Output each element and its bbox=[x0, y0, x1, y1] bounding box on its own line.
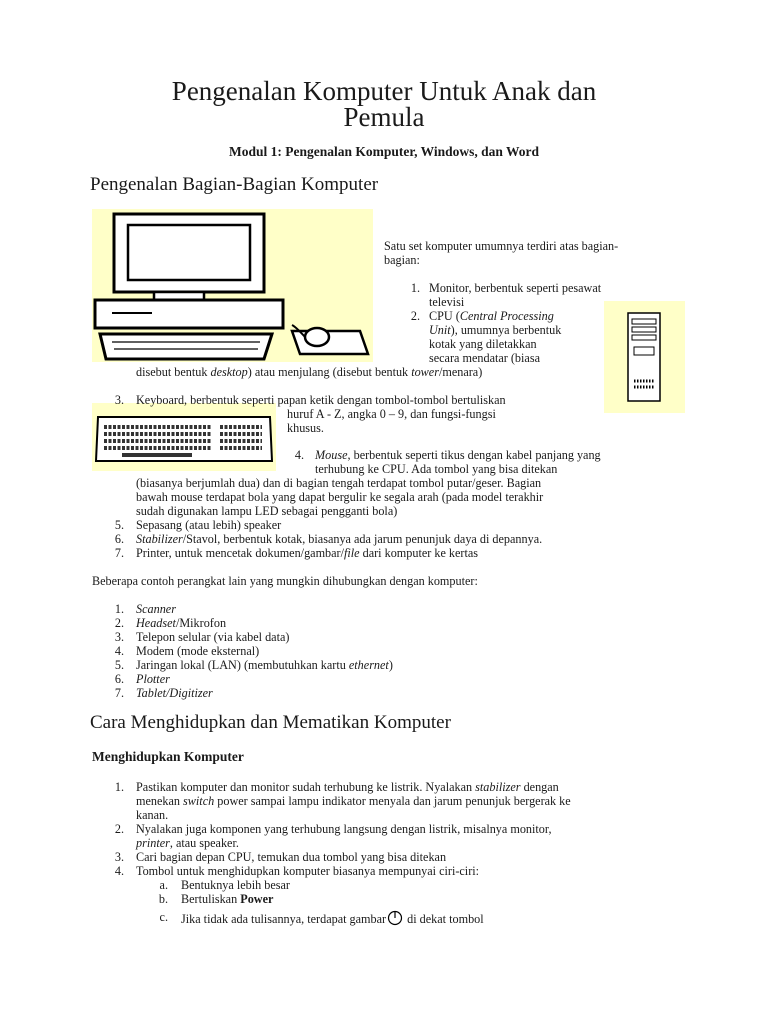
device-item-scanner: Scanner bbox=[136, 602, 176, 616]
list-number: 1. bbox=[114, 602, 124, 616]
power-icon bbox=[386, 910, 404, 926]
subsection-heading-turn-on: Menghidupkan Komputer bbox=[92, 749, 244, 764]
document-title-line2: Pemula bbox=[343, 102, 425, 132]
list-number: 4. bbox=[294, 448, 304, 462]
document-title-line1: Pengenalan Komputer Untuk Anak dan bbox=[171, 76, 597, 106]
list-number: 7. bbox=[114, 686, 124, 700]
step-item: Pastikan komputer dan monitor sudah terhubung ke listrik. Nyalakan stabilizer dengan bbox=[136, 780, 559, 794]
device-item-lan: Jaringan lokal (LAN) (membutuhkan kartu ethernet) bbox=[136, 658, 393, 672]
device-item-modem: Modem (mode eksternal) bbox=[136, 644, 260, 658]
section-heading-power: Cara Menghidupkan dan Mematikan Komputer bbox=[90, 712, 451, 733]
list-item-monitor: Monitor, berbentuk seperti pesawat bbox=[429, 281, 602, 295]
module-subtitle: Modul 1: Pengenalan Komputer, Windows, dan Word bbox=[228, 144, 540, 159]
keyboard-illustration bbox=[92, 403, 276, 471]
list-item-keyboard: Keyboard, berbentuk seperti papan ketik dengan tombol-tombol bertuliskan bbox=[136, 393, 506, 407]
desktop-computer-icon bbox=[92, 209, 373, 362]
list-number: 2. bbox=[114, 616, 124, 630]
sublist-item: Jika tidak ada tulisannya, terdapat gambar di dekat tombol bbox=[181, 912, 484, 926]
list-number: 1. bbox=[114, 780, 124, 794]
list-number: 5. bbox=[114, 658, 124, 672]
list-number: 3. bbox=[114, 850, 124, 864]
list-item-mouse: Mouse, berbentuk seperti tikus dengan kabel panjang yang bbox=[315, 448, 601, 462]
sublist-letter: c. bbox=[159, 910, 168, 924]
list-number: 2. bbox=[410, 309, 420, 323]
list-item-keyboard-cont: khusus. bbox=[287, 421, 324, 435]
sublist-letter: a. bbox=[159, 878, 168, 892]
list-number: 1. bbox=[410, 281, 420, 295]
list-item-mouse-cont: terhubung ke CPU. Ada tombol yang bisa ditekan bbox=[315, 462, 558, 476]
list-number: 7. bbox=[114, 546, 124, 560]
list-item-stabilizer: Stabilizer/Stavol, berbentuk kotak, biasanya ada jarum penunjuk daya di depannya. bbox=[136, 532, 543, 546]
list-item-cpu-cont: kotak yang diletakkan bbox=[429, 337, 537, 351]
tower-cpu-icon bbox=[604, 301, 685, 413]
device-item-headset: Headset/Mikrofon bbox=[136, 616, 227, 630]
list-item-printer: Printer, untuk mencetak dokumen/gambar/file dari komputer ke kertas bbox=[136, 546, 479, 560]
list-item-cpu-cont: Unit), umumnya berbentuk bbox=[429, 323, 562, 337]
list-number: 4. bbox=[114, 644, 124, 658]
keyboard-icon bbox=[92, 403, 276, 471]
list-number: 6. bbox=[114, 672, 124, 686]
step-item: Tombol untuk menghidupkan komputer biasanya mempunyai ciri-ciri: bbox=[136, 864, 480, 878]
sublist-item: Bertuliskan Power bbox=[181, 892, 274, 906]
list-number: 3. bbox=[114, 393, 124, 407]
device-item-plotter: Plotter bbox=[136, 672, 170, 686]
step-item-cont: printer, atau speaker. bbox=[136, 836, 239, 850]
list-number: 4. bbox=[114, 864, 124, 878]
sublist-item: Bentuknya lebih besar bbox=[181, 878, 290, 892]
desktop-computer-illustration bbox=[92, 209, 373, 362]
step-item: Cari bagian depan CPU, temukan dua tombol yang bisa ditekan bbox=[136, 850, 447, 864]
device-item-phone: Telepon selular (via kabel data) bbox=[136, 630, 290, 644]
list-item-mouse-cont: sudah digunakan lampu LED sebagai pengganti bola) bbox=[136, 504, 398, 518]
intro-text-line2: bagian: bbox=[384, 253, 420, 267]
list-item-cpu-cont: secara mendatar (biasa bbox=[429, 351, 540, 365]
list-number: 2. bbox=[114, 822, 124, 836]
list-item-monitor-cont: televisi bbox=[429, 295, 465, 309]
list-number: 6. bbox=[114, 532, 124, 546]
list-number: 5. bbox=[114, 518, 124, 532]
sublist-letter: b. bbox=[158, 892, 168, 906]
step-item-cont: menekan switch power sampai lampu indikator menyala dan jarum penunjuk bergerak ke bbox=[136, 794, 571, 808]
list-item-cpu-cont: disebut bentuk desktop) atau menjulang (disebut bentuk tower/menara) bbox=[136, 365, 483, 379]
list-item-speaker: Sepasang (atau lebih) speaker bbox=[136, 518, 282, 532]
device-item-tablet: Tablet/Digitizer bbox=[136, 686, 213, 700]
list-item-mouse-cont: (biasanya berjumlah dua) dan di bagian tengah terdapat tombol putar/geser. Bagian bbox=[136, 476, 542, 490]
other-devices-intro: Beberapa contoh perangkat lain yang mungkin dihubungkan dengan komputer: bbox=[92, 574, 478, 588]
step-item-cont: kanan. bbox=[136, 808, 169, 822]
section-heading-parts: Pengenalan Bagian-Bagian Komputer bbox=[90, 174, 379, 195]
step-item: Nyalakan juga komponen yang terhubung langsung dengan listrik, misalnya monitor, bbox=[136, 822, 552, 836]
list-item-cpu: CPU (Central Processing bbox=[429, 309, 554, 323]
intro-text-line1: Satu set komputer umumnya terdiri atas bagian- bbox=[384, 239, 619, 253]
list-item-mouse-cont: bawah mouse terdapat bola yang dapat bergulir ke segala arah (pada model terakhir bbox=[136, 490, 544, 504]
list-item-keyboard-cont: huruf A - Z, angka 0 – 9, dan fungsi-fungsi bbox=[287, 407, 496, 421]
tower-cpu-illustration bbox=[604, 301, 685, 413]
list-number: 3. bbox=[114, 630, 124, 644]
